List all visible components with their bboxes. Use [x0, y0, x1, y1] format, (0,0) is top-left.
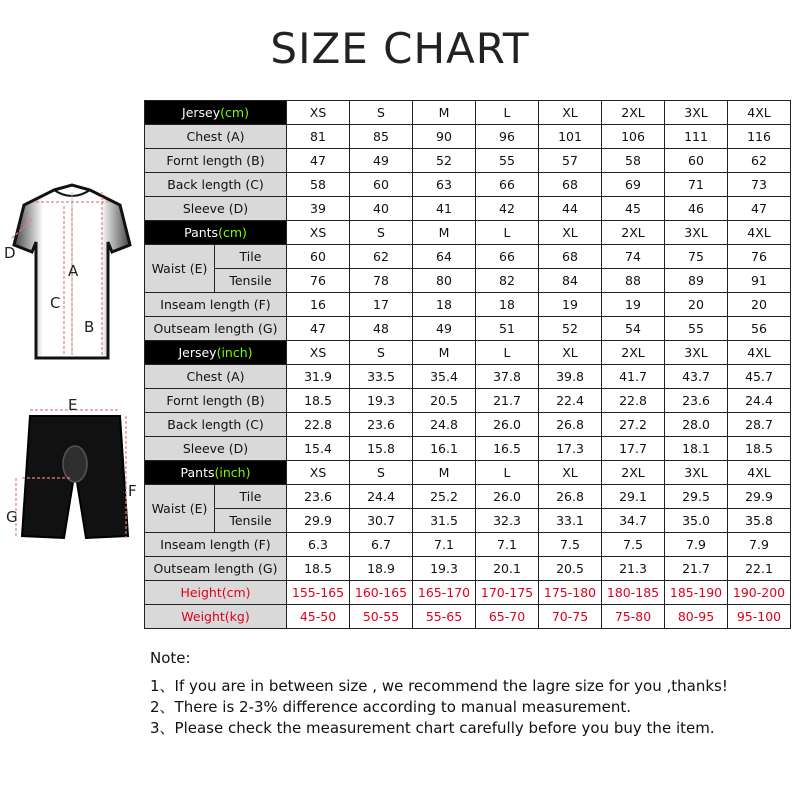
table-cell: 17.7: [602, 437, 665, 461]
row-label: Tile: [215, 245, 287, 269]
table-cell: 18: [476, 293, 539, 317]
table-cell: 18.5: [728, 437, 791, 461]
table-cell: 91: [728, 269, 791, 293]
weight-row: [145, 605, 791, 629]
table-cell: 18: [413, 293, 476, 317]
table-cell: 49: [413, 317, 476, 341]
table-cell: 35.8: [728, 509, 791, 533]
section-name: Jersey: [182, 105, 221, 120]
section-header-row: [145, 341, 791, 365]
table-cell: 15.8: [350, 437, 413, 461]
diagram-label-A: A: [68, 262, 79, 280]
table-cell: 19.3: [413, 557, 476, 581]
notes-heading: Note:: [150, 649, 191, 667]
table-cell: 111: [665, 125, 728, 149]
size-header-l: L: [476, 101, 539, 125]
table-cell: 26.8: [539, 485, 602, 509]
table-cell: 18.5: [287, 557, 350, 581]
table-cell: 42: [476, 197, 539, 221]
table-cell: 30.7: [350, 509, 413, 533]
note-item: 2、There is 2-3% difference according to manual measurement.: [150, 698, 632, 716]
size-header-2xl: 2XL: [602, 221, 665, 245]
table-cell: 55-65: [413, 605, 476, 629]
size-header-s: S: [350, 461, 413, 485]
table-cell: 6.3: [287, 533, 350, 557]
table-cell: 27.2: [602, 413, 665, 437]
row-label: Fornt length (B): [145, 149, 287, 173]
section-title: [145, 101, 287, 125]
table-row: [145, 293, 791, 317]
diagram-label-E: E: [68, 398, 78, 414]
table-cell: 23.6: [665, 389, 728, 413]
section-title: [145, 341, 287, 365]
table-cell: 40: [350, 197, 413, 221]
table-cell: 45.7: [728, 365, 791, 389]
size-header-4xl: 4XL: [728, 341, 791, 365]
table-cell: 20.1: [476, 557, 539, 581]
table-row: [145, 365, 791, 389]
waist-label: Waist (E): [145, 245, 215, 293]
table-cell: 41: [413, 197, 476, 221]
size-header-m: M: [413, 461, 476, 485]
table-cell: 23.6: [350, 413, 413, 437]
table-cell: 68: [539, 245, 602, 269]
table-cell: 39: [287, 197, 350, 221]
table-cell: 44: [539, 197, 602, 221]
table-cell: 85: [350, 125, 413, 149]
table-cell: 22.8: [602, 389, 665, 413]
section-title: [145, 221, 287, 245]
table-cell: 82: [476, 269, 539, 293]
row-label: Tile: [215, 485, 287, 509]
section-header-row: [145, 101, 791, 125]
row-label: Inseam length (F): [145, 533, 287, 557]
table-cell: 18.1: [665, 437, 728, 461]
table-cell: 62: [350, 245, 413, 269]
table-cell: 17.3: [539, 437, 602, 461]
table-cell: 7.1: [476, 533, 539, 557]
table-cell: 21.3: [602, 557, 665, 581]
table-cell: 80-95: [665, 605, 728, 629]
size-header-xl: XL: [539, 101, 602, 125]
table-cell: 52: [413, 149, 476, 173]
table-cell: 39.8: [539, 365, 602, 389]
shorts-diagram: [2, 398, 142, 548]
size-header-m: M: [413, 221, 476, 245]
jersey-diagram: [2, 180, 142, 365]
size-header-s: S: [350, 341, 413, 365]
diagram-label-F: F: [128, 482, 137, 500]
weight-label: Weight(kg): [145, 605, 287, 629]
table-cell: 47: [728, 197, 791, 221]
table-row: [145, 149, 791, 173]
table-cell: 28.0: [665, 413, 728, 437]
table-cell: 20.5: [413, 389, 476, 413]
table-cell: 7.9: [728, 533, 791, 557]
table-cell: 190-200: [728, 581, 791, 605]
table-row: [145, 389, 791, 413]
table-cell: 101: [539, 125, 602, 149]
waist-label: Waist (E): [145, 485, 215, 533]
section-name: Pants: [184, 225, 219, 240]
table-cell: 62: [728, 149, 791, 173]
table-cell: 90: [413, 125, 476, 149]
table-cell: 84: [539, 269, 602, 293]
table-cell: 26.8: [539, 413, 602, 437]
table-cell: 66: [476, 173, 539, 197]
row-label: Sleeve (D): [145, 197, 287, 221]
table-row: [145, 413, 791, 437]
size-header-xl: XL: [539, 341, 602, 365]
table-row: [145, 317, 791, 341]
table-row: [145, 509, 791, 533]
table-cell: 15.4: [287, 437, 350, 461]
table-cell: 54: [602, 317, 665, 341]
table-cell: 43.7: [665, 365, 728, 389]
size-header-4xl: 4XL: [728, 461, 791, 485]
size-header-3xl: 3XL: [665, 341, 728, 365]
table-cell: 32.3: [476, 509, 539, 533]
table-cell: 50-55: [350, 605, 413, 629]
table-cell: 180-185: [602, 581, 665, 605]
table-cell: 24.4: [728, 389, 791, 413]
table-cell: 52: [539, 317, 602, 341]
table-cell: 33.1: [539, 509, 602, 533]
table-cell: 155-165: [287, 581, 350, 605]
table-cell: 22.4: [539, 389, 602, 413]
table-cell: 76: [728, 245, 791, 269]
size-header-xs: XS: [287, 461, 350, 485]
table-cell: 60: [287, 245, 350, 269]
table-cell: 81: [287, 125, 350, 149]
table-cell: 47: [287, 317, 350, 341]
height-label: Height(cm): [145, 581, 287, 605]
table-cell: 106: [602, 125, 665, 149]
table-cell: 68: [539, 173, 602, 197]
table-cell: 19: [602, 293, 665, 317]
table-cell: 20: [665, 293, 728, 317]
table-cell: 73: [728, 173, 791, 197]
table-cell: 47: [287, 149, 350, 173]
size-header-xl: XL: [539, 221, 602, 245]
row-label: Sleeve (D): [145, 437, 287, 461]
table-cell: 25.2: [413, 485, 476, 509]
table-cell: 69: [602, 173, 665, 197]
table-cell: 80: [413, 269, 476, 293]
table-cell: 7.9: [665, 533, 728, 557]
table-cell: 63: [413, 173, 476, 197]
section-unit: (inch): [214, 465, 251, 480]
table-cell: 7.5: [602, 533, 665, 557]
size-header-s: S: [350, 221, 413, 245]
size-header-l: L: [476, 341, 539, 365]
table-cell: 16.5: [476, 437, 539, 461]
size-header-4xl: 4XL: [728, 101, 791, 125]
table-cell: 16: [287, 293, 350, 317]
table-row: [145, 269, 791, 293]
table-cell: 55: [665, 317, 728, 341]
table-cell: 19: [539, 293, 602, 317]
note-item: 3、Please check the measurement chart carefully before you buy the item.: [150, 719, 715, 737]
table-cell: 37.8: [476, 365, 539, 389]
table-cell: 7.5: [539, 533, 602, 557]
section-unit: (cm): [220, 105, 249, 120]
table-cell: 22.1: [728, 557, 791, 581]
table-cell: 66: [476, 245, 539, 269]
row-label: Fornt length (B): [145, 389, 287, 413]
table-cell: 26.0: [476, 485, 539, 509]
table-cell: 58: [287, 173, 350, 197]
table-cell: 16.1: [413, 437, 476, 461]
table-cell: 21.7: [665, 557, 728, 581]
section-name: Jersey: [178, 345, 217, 360]
table-cell: 7.1: [413, 533, 476, 557]
size-header-3xl: 3XL: [665, 461, 728, 485]
size-header-l: L: [476, 221, 539, 245]
table-cell: 31.9: [287, 365, 350, 389]
table-cell: 55: [476, 149, 539, 173]
table-cell: 21.7: [476, 389, 539, 413]
table-cell: 29.9: [287, 509, 350, 533]
table-row: [145, 485, 791, 509]
table-cell: 33.5: [350, 365, 413, 389]
height-row: [145, 581, 791, 605]
diagram-label-G: G: [6, 508, 18, 526]
size-header-3xl: 3XL: [665, 221, 728, 245]
size-header-xs: XS: [287, 101, 350, 125]
table-cell: 46: [665, 197, 728, 221]
row-label: Tensile: [215, 509, 287, 533]
table-cell: 22.8: [287, 413, 350, 437]
table-cell: 160-165: [350, 581, 413, 605]
table-cell: 29.9: [728, 485, 791, 509]
row-label: Inseam length (F): [145, 293, 287, 317]
size-header-xs: XS: [287, 341, 350, 365]
size-header-s: S: [350, 101, 413, 125]
table-cell: 95-100: [728, 605, 791, 629]
section-unit: (inch): [216, 345, 253, 360]
table-cell: 58: [602, 149, 665, 173]
table-row: [145, 437, 791, 461]
table-cell: 17: [350, 293, 413, 317]
size-header-3xl: 3XL: [665, 101, 728, 125]
table-cell: 175-180: [539, 581, 602, 605]
table-cell: 29.5: [665, 485, 728, 509]
table-cell: 28.7: [728, 413, 791, 437]
table-cell: 45: [602, 197, 665, 221]
size-header-m: M: [413, 101, 476, 125]
table-cell: 70-75: [539, 605, 602, 629]
table-cell: 74: [602, 245, 665, 269]
table-cell: 18.9: [350, 557, 413, 581]
table-row: [145, 197, 791, 221]
section-unit: (cm): [218, 225, 247, 240]
table-cell: 20.5: [539, 557, 602, 581]
table-cell: 18.5: [287, 389, 350, 413]
table-cell: 19.3: [350, 389, 413, 413]
table-cell: 20: [728, 293, 791, 317]
table-cell: 75: [665, 245, 728, 269]
diagram-label-D: D: [4, 244, 16, 262]
size-header-2xl: 2XL: [602, 461, 665, 485]
table-cell: 71: [665, 173, 728, 197]
size-header-4xl: 4XL: [728, 221, 791, 245]
table-cell: 45-50: [287, 605, 350, 629]
size-header-2xl: 2XL: [602, 341, 665, 365]
size-header-xl: XL: [539, 461, 602, 485]
table-row: [145, 533, 791, 557]
table-cell: 88: [602, 269, 665, 293]
section-name: Pants: [180, 465, 215, 480]
note-item: 1、If you are in between size , we recommend the lagre size for you ,thanks!: [150, 677, 728, 695]
size-chart-table: [144, 100, 791, 629]
table-row: [145, 173, 791, 197]
section-header-row: [145, 461, 791, 485]
table-cell: 41.7: [602, 365, 665, 389]
table-cell: 96: [476, 125, 539, 149]
size-header-l: L: [476, 461, 539, 485]
table-cell: 35.4: [413, 365, 476, 389]
table-cell: 89: [665, 269, 728, 293]
table-row: [145, 245, 791, 269]
table-cell: 24.8: [413, 413, 476, 437]
table-cell: 34.7: [602, 509, 665, 533]
table-cell: 31.5: [413, 509, 476, 533]
table-cell: 23.6: [287, 485, 350, 509]
notes: [150, 648, 728, 739]
table-cell: 56: [728, 317, 791, 341]
table-cell: 116: [728, 125, 791, 149]
table-cell: 6.7: [350, 533, 413, 557]
row-label: Outseam length (G): [145, 557, 287, 581]
table-cell: 60: [350, 173, 413, 197]
table-cell: 76: [287, 269, 350, 293]
table-cell: 78: [350, 269, 413, 293]
row-label: Back length (C): [145, 173, 287, 197]
table-cell: 65-70: [476, 605, 539, 629]
diagram-label-C: C: [50, 294, 61, 312]
table-row: [145, 125, 791, 149]
size-header-xs: XS: [287, 221, 350, 245]
row-label: Chest (A): [145, 365, 287, 389]
table-cell: 60: [665, 149, 728, 173]
table-cell: 75-80: [602, 605, 665, 629]
table-cell: 185-190: [665, 581, 728, 605]
row-label: Back length (C): [145, 413, 287, 437]
diagram-label-B: B: [84, 318, 95, 336]
size-header-2xl: 2XL: [602, 101, 665, 125]
section-title: [145, 461, 287, 485]
table-cell: 64: [413, 245, 476, 269]
page-title: SIZE CHART: [270, 24, 530, 73]
table-cell: 51: [476, 317, 539, 341]
table-cell: 29.1: [602, 485, 665, 509]
table-cell: 170-175: [476, 581, 539, 605]
size-header-m: M: [413, 341, 476, 365]
table-cell: 26.0: [476, 413, 539, 437]
table-row: [145, 557, 791, 581]
table-cell: 49: [350, 149, 413, 173]
table-cell: 165-170: [413, 581, 476, 605]
row-label: Chest (A): [145, 125, 287, 149]
table-cell: 57: [539, 149, 602, 173]
table-cell: 24.4: [350, 485, 413, 509]
section-header-row: [145, 221, 791, 245]
table-cell: 35.0: [665, 509, 728, 533]
table-cell: 48: [350, 317, 413, 341]
row-label: Outseam length (G): [145, 317, 287, 341]
row-label: Tensile: [215, 269, 287, 293]
